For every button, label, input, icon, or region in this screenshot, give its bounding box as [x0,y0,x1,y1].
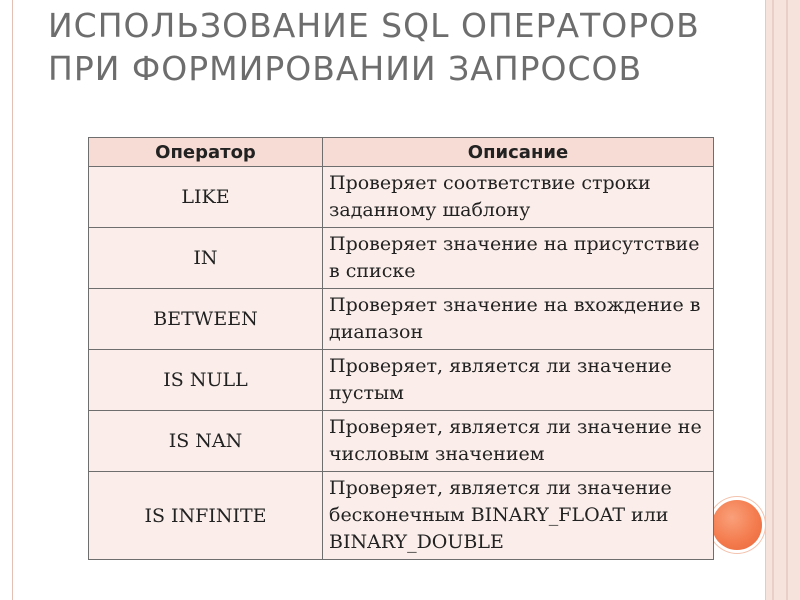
table-row [89,350,714,411]
operator-cell: IN [89,228,323,289]
table-row [89,167,714,228]
table-row [89,289,714,350]
operator-cell: IS NAN [89,411,323,472]
description-cell: Проверяет соответствие строки заданному шаблону [323,167,714,228]
table-row [89,411,714,472]
operator-cell: IS INFINITE [89,472,323,560]
slide-title: ИСПОЛЬЗОВАНИЕ SQL ОПЕРАТОРОВ ПРИ ФОРМИРОВАНИИ ЗАПРОСОВ [48,6,700,88]
description-cell: Проверяет значение на присутствие в списке [323,228,714,289]
orange-accent-circle [712,500,762,550]
operators-table [88,137,714,560]
operator-cell: BETWEEN [89,289,323,350]
description-cell: Проверяет, является ли значение бесконечным BINARY_FLOAT или BINARY_DOUBLE [323,472,714,560]
table-row [89,472,714,560]
table-header-row [89,138,714,167]
header-description: Описание [323,138,714,167]
left-margin-rule [12,0,13,600]
description-cell: Проверяет, является ли значение пустым [323,350,714,411]
operator-cell: LIKE [89,167,323,228]
header-operator: Оператор [89,138,323,167]
right-decorative-border [765,0,800,600]
description-cell: Проверяет значение на вхождение в диапазон [323,289,714,350]
description-cell: Проверяет, является ли значение не числовым значением [323,411,714,472]
table-row [89,228,714,289]
operator-cell: IS NULL [89,350,323,411]
